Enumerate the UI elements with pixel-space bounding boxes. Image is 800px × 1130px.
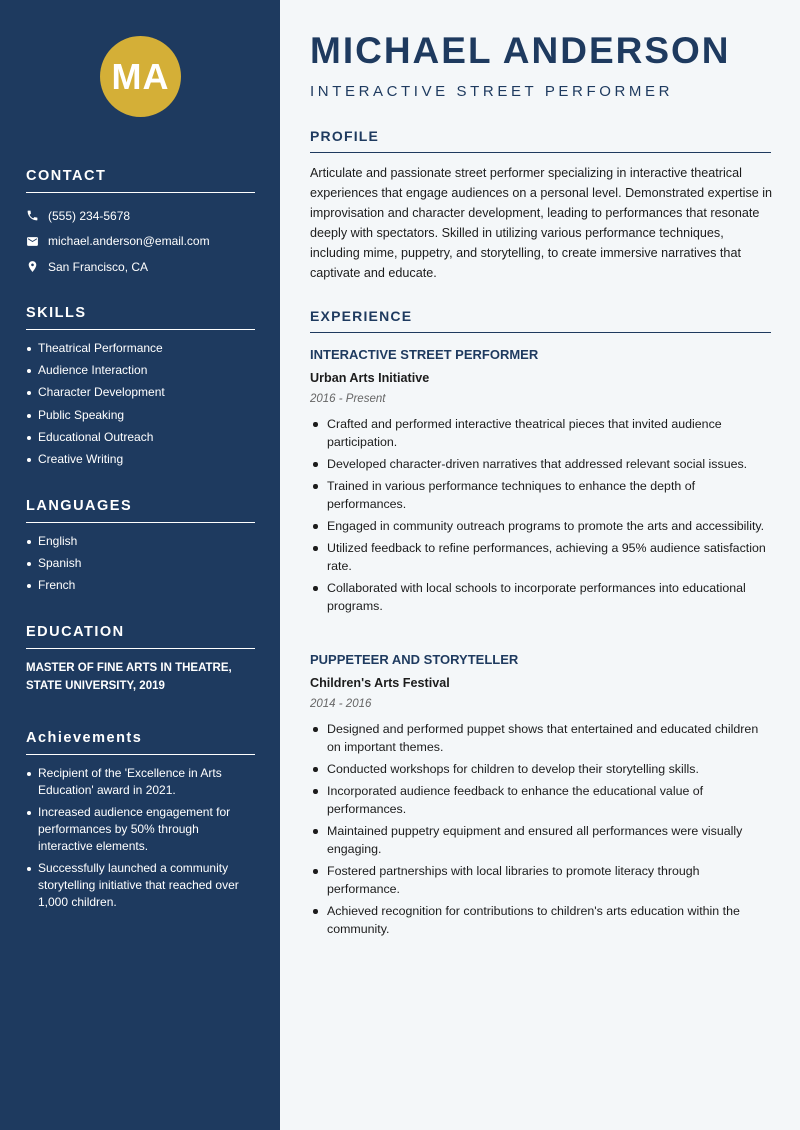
languages-list	[26, 533, 255, 594]
candidate-title: INTERACTIVE STREET PERFORMER	[310, 83, 674, 100]
job-bullet: Maintained puppetry equipment and ensured all performances were visually engaging.	[310, 822, 771, 858]
job-title: INTERACTIVE STREET PERFORMER	[310, 347, 539, 362]
job-bullet: Utilized feedback to refine performances, achieving a 95% audience satisfaction rate.	[310, 539, 771, 575]
skill-item: Audience Interaction	[26, 362, 255, 379]
contact-location	[26, 254, 255, 280]
achievements-list	[26, 765, 255, 911]
education-section	[26, 624, 255, 695]
achievements-heading: Achievements	[26, 730, 255, 755]
skills-section	[26, 305, 255, 473]
job-bullet: Designed and performed puppet shows that entertained and educated children on important themes.	[310, 720, 771, 756]
phone-text: (555) 234-5678	[48, 208, 131, 223]
language-item: French	[26, 577, 255, 594]
profile-text: Articulate and passionate street performer specializing in interactive theatrical experiences that engage audiences on a personal level. Demonstrated expertise in improvisation and character development, leading to performances that resonate deeply with spectators. Skilled in utilizing various performance techniques, including mime, puppetry, and storytelling, to create immersive narratives that captivate and educate.	[310, 166, 773, 280]
language-item: Spanish	[26, 555, 255, 572]
job-bullet: Collaborated with local schools to incorporate performances into educational programs.	[310, 579, 771, 615]
email-text: michael.anderson@email.com	[48, 234, 210, 249]
contact-heading: CONTACT	[26, 168, 255, 193]
experience-heading: EXPERIENCE	[310, 308, 771, 333]
job-bullets	[310, 720, 771, 938]
job-bullet: Conducted workshops for children to develop their storytelling skills.	[310, 760, 771, 778]
job-bullet: Fostered partnerships with local libraries to promote literacy through performance.	[310, 862, 771, 898]
job-bullet: Incorporated audience feedback to enhance the educational value of performances.	[310, 782, 771, 818]
achievement-item: Increased audience engagement for performances by 50% through interactive elements.	[26, 804, 255, 855]
skills-heading: SKILLS	[26, 305, 255, 330]
skill-item: Educational Outreach	[26, 429, 255, 446]
skill-item: Theatrical Performance	[26, 340, 255, 357]
achievements-section	[26, 730, 255, 917]
phone-icon	[26, 209, 39, 222]
achievement-item: Successfully launched a community storytelling initiative that reached over 1,000 children.	[26, 860, 255, 911]
contact-section	[26, 168, 255, 280]
job-entry	[310, 651, 771, 942]
location-text: San Francisco, CA	[48, 259, 149, 274]
job-bullet: Achieved recognition for contributions to children's arts education within the community.	[310, 902, 771, 938]
job-dates: 2014 - 2016	[310, 698, 372, 710]
contact-phone	[26, 203, 255, 229]
languages-section	[26, 498, 255, 600]
skills-list	[26, 340, 255, 468]
skill-item: Character Development	[26, 384, 255, 401]
skill-item: Creative Writing	[26, 451, 255, 468]
education-heading: EDUCATION	[26, 624, 255, 649]
education-text: MASTER OF FINE ARTS IN THEATRE, STATE UNIVERSITY, 2019	[26, 662, 232, 692]
job-bullets	[310, 415, 771, 615]
job-company: Children's Arts Festival	[310, 676, 450, 690]
achievement-item: Recipient of the 'Excellence in Arts Education' award in 2021.	[26, 765, 255, 799]
profile-heading: PROFILE	[310, 128, 771, 153]
job-bullet: Developed character-driven narratives that addressed relevant social issues.	[310, 455, 771, 473]
email-icon	[26, 235, 39, 248]
sidebar	[0, 0, 280, 1130]
job-company: Urban Arts Initiative	[310, 371, 430, 385]
job-title: PUPPETEER AND STORYTELLER	[310, 652, 519, 667]
job-dates: 2016 - Present	[310, 393, 386, 405]
candidate-name: MICHAEL ANDERSON	[310, 30, 731, 71]
job-bullet: Engaged in community outreach programs to promote the arts and accessibility.	[310, 517, 771, 535]
job-entry	[310, 346, 771, 619]
language-item: English	[26, 533, 255, 550]
avatar: MA	[100, 36, 181, 117]
job-bullet: Crafted and performed interactive theatrical pieces that invited audience participation.	[310, 415, 771, 451]
job-bullet: Trained in various performance techniques to enhance the depth of performances.	[310, 477, 771, 513]
languages-heading: LANGUAGES	[26, 498, 255, 523]
contact-email	[26, 229, 255, 255]
skill-item: Public Speaking	[26, 407, 255, 424]
location-pin-icon	[26, 260, 39, 273]
